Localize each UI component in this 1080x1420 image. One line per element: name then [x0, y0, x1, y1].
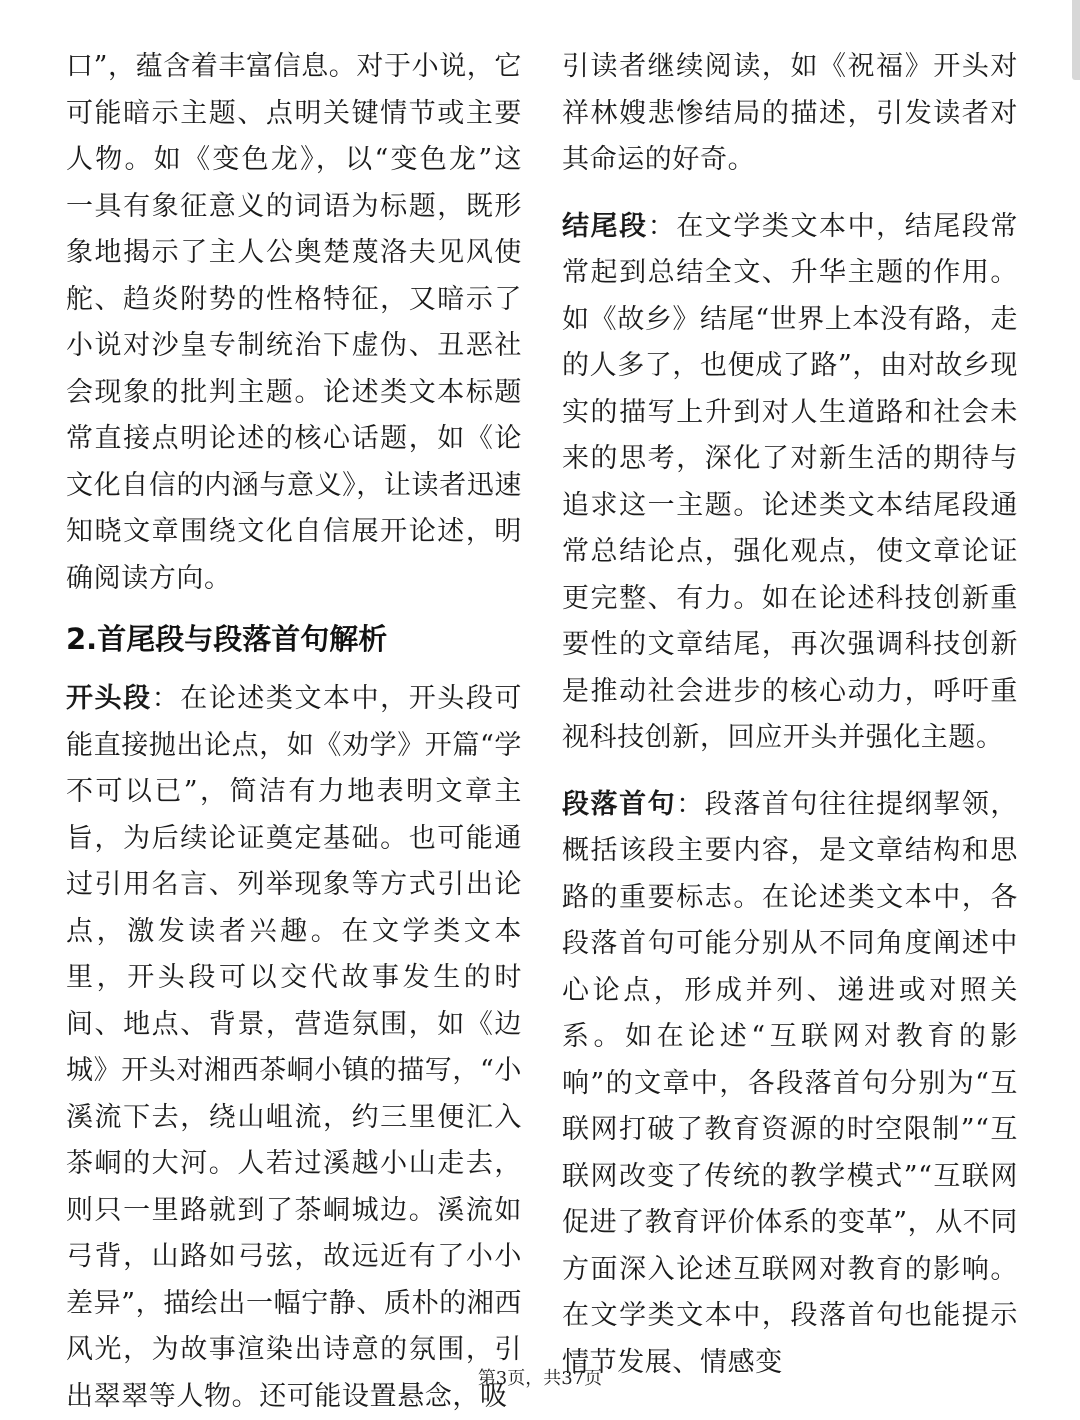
ending-text: ：在文学类文本中，结尾段常常起到总结全文、升华主题的作用。如《故乡》结尾“世界上本没有路，走的人多了，也便成了路”，由对故乡现实的描写上升到对人生道路和社会未来的思考，深化了对新生活的期待与追求这一主题。论述类文本结尾段通常总结论点，强化观点，使文章论证更完整、有力。如在论述科技创新重要性的文章结尾，再次强调科技创新是推动社会进步的核心动力，呼吁重视科技创新，回应开头并强化主题。: [562, 210, 1019, 753]
first-sentence-label: 段落首句: [562, 788, 677, 820]
scrollbar-indicator[interactable]: [1072, 0, 1080, 80]
section-heading: 2.首尾段与段落首句解析: [66, 622, 388, 656]
ending-paragraph: [562, 204, 1018, 762]
left-column: [66, 44, 522, 1420]
opening-paragraph: [66, 676, 522, 1420]
ending-label: 结尾段: [562, 210, 648, 242]
opening-text: ：在论述类文本中，开头段可能直接抛出论点，如《劝学》开篇“学不可以已”，简洁有力地表明文章主旨，为后续论证奠定基础。也可能通过引用名言、列举现象等方式引出论点，激发读者兴趣。在文学类文本里，开头段可以交代故事发生的时间、地点、背景，营造氛围，如《边城》开头对湘西茶峒小镇的描写，“小溪流下去，绕山岨流，约三里便汇入茶峒的大河。人若过溪越小山走去，则只一里路就到了茶峒城边。溪流如弓背，山路如弓弦，故远近有了小小差异”，描绘出一幅宁静、质朴的湘西风光，为故事渲染出诗意的氛围，引出翠翠等人物。还可能设置悬念，吸: [66, 683, 523, 1412]
page-number: 第3页，共37页: [477, 1368, 603, 1389]
right-column: [562, 44, 1018, 1386]
opening-label: 开头段: [66, 683, 152, 714]
continuation-paragraph: 引读者继续阅读，如《祝福》开头对祥林嫂悲惨结局的描述，引发读者对其命运的好奇。: [562, 51, 1018, 175]
intro-paragraph: 口”，蕴含着丰富信息。对于小说，它可能暗示主题、点明关键情节或主要人物。如《变色龙》，以“变色龙”这一具有象征意义的词语为标题，既形象地揭示了主人公奥楚蔑洛夫见风使舵、趋炎附势的性格特征，又暗示了小说对沙皇专制统治下虚伪、丑恶社会现象的批判主题。论述类文本标题常直接点明论述的核心话题，如《论文化自信的内涵与意义》，让读者迅速知晓文章围绕文化自信展开论述，明确阅读方向。: [66, 51, 523, 594]
first-sentence-text: ：段落首句往往提纲挈领，概括该段主要内容，是文章结构和思路的重要标志。在论述类文本中，各段落首句可能分别从不同角度阐述中心论点，形成并列、递进或对照关系。如在论述“互联网对教育的影响”的文章中，各段落首句分别为“互联网打破了教育资源的时空限制”“互联网改变了传统的教学模式”“互联网促进了教育评价体系的变革”，从不同方面深入论述互联网对教育的影响。在文学类文本中，段落首句也能提示情节发展、情感变: [562, 788, 1019, 1378]
first-sentence-paragraph: [562, 782, 1018, 1387]
